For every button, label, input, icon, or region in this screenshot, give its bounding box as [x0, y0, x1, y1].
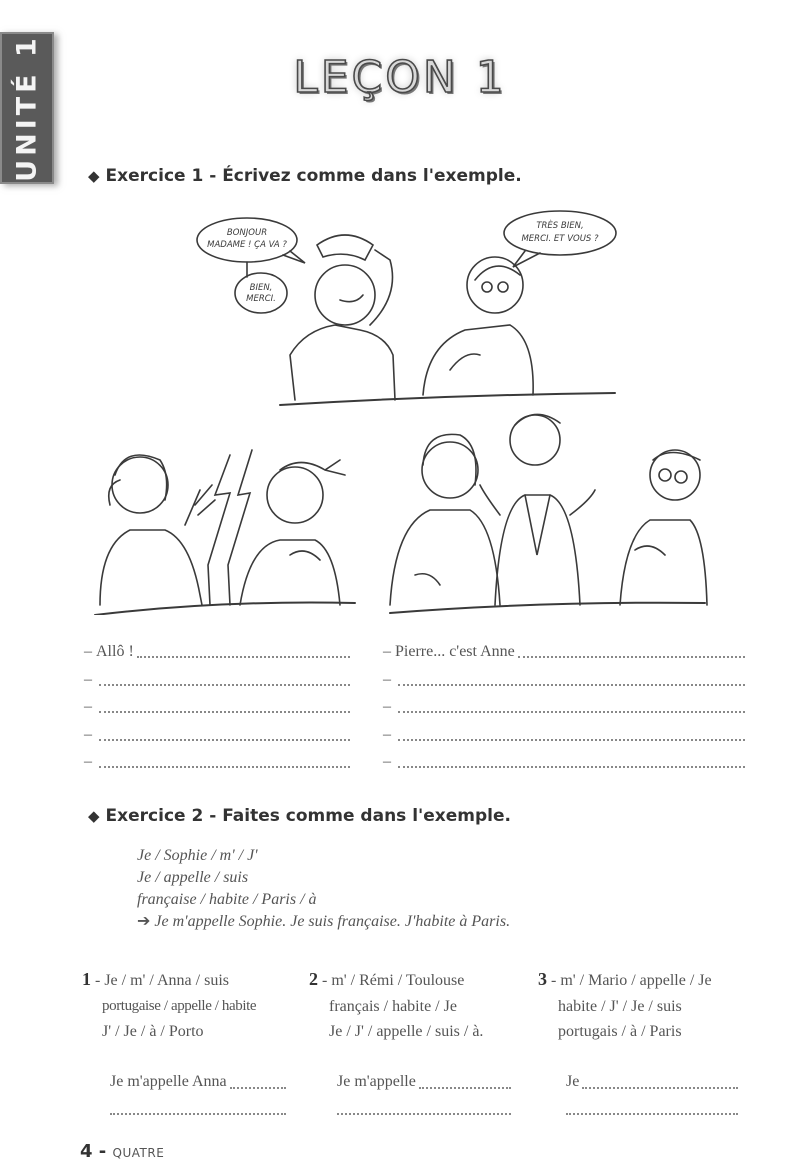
unit-label: UNITÉ 1: [11, 34, 43, 182]
dialog-line[interactable]: –: [383, 751, 745, 779]
example-block: [137, 845, 510, 933]
speech-bubble-2: [235, 273, 287, 313]
svg-text:MERCI. ET VOUS ?: MERCI. ET VOUS ?: [521, 234, 599, 244]
dialog-prompt: Allô !: [96, 643, 134, 660]
illustration-greeting: [195, 205, 625, 410]
dialog-line[interactable]: –: [84, 696, 350, 724]
example-answer-line: [137, 911, 510, 933]
dialog-line[interactable]: –: [84, 669, 350, 697]
task-number: 3: [538, 969, 547, 989]
dialog-right-column: [383, 641, 745, 779]
answer-dots[interactable]: [566, 1098, 738, 1115]
task-words: m' / Rémi / Toulouse: [331, 972, 465, 989]
dialog-prompt: Pierre... c'est Anne: [395, 643, 515, 660]
dialog-line[interactable]: – Allô !: [84, 641, 350, 669]
answer-dots[interactable]: [518, 641, 745, 658]
answer-dots[interactable]: [398, 751, 745, 768]
task-words: m' / Mario / appelle / Je: [560, 972, 712, 989]
task-2: 2 - m' / Rémi / Toulouse français / habite / Je Je / J' / appelle / suis / à.: [309, 967, 483, 1045]
answer-dots[interactable]: [99, 751, 350, 768]
task-words: habite / J' / Je / suis: [558, 997, 682, 1015]
lesson-title: LEÇON 1: [293, 52, 507, 103]
illustration-introductions: [385, 405, 715, 615]
example-line: Je / appelle / suis: [137, 869, 249, 886]
diamond-bullet-icon: ◆: [88, 807, 100, 825]
dialog-line[interactable]: –: [84, 724, 350, 752]
task-2-answer[interactable]: [337, 1072, 511, 1124]
answer-dots[interactable]: [398, 696, 745, 713]
arrow-right-icon: ➔: [137, 913, 151, 930]
task-words: portugais / à / Paris: [558, 1023, 682, 1040]
task-3-answer[interactable]: [566, 1072, 738, 1124]
dialog-line[interactable]: –: [84, 751, 350, 779]
task-number: 2: [309, 969, 318, 989]
answer-dots[interactable]: [230, 1072, 286, 1089]
answer-dots[interactable]: [99, 696, 350, 713]
answer-dots[interactable]: [110, 1098, 286, 1115]
example-answer: Je m'appelle Sophie. Je suis française. J'habite à Paris.: [154, 913, 511, 930]
speech-bubble-3: [504, 211, 616, 255]
page-number-word: QUATRE: [112, 1146, 165, 1160]
answer-dots[interactable]: [99, 724, 350, 741]
dialog-line[interactable]: –: [383, 696, 745, 724]
answer-dots[interactable]: [419, 1072, 511, 1089]
svg-text:MERCI.: MERCI.: [246, 294, 276, 304]
answer-start: Je m'appelle: [337, 1073, 416, 1090]
answer-dots[interactable]: [99, 669, 350, 686]
dialog-line[interactable]: –: [383, 724, 745, 752]
dialog-line[interactable]: – Pierre... c'est Anne: [383, 641, 745, 669]
answer-dots[interactable]: [582, 1072, 738, 1089]
example-line: Je / Sophie / m' / J': [137, 847, 258, 864]
task-3: 3 - m' / Mario / appelle / Je habite / J' / Je / suis portugais / à / Paris: [538, 967, 712, 1045]
answer-start: Je m'appelle Anna: [110, 1073, 227, 1090]
task-number: 1: [82, 969, 91, 989]
svg-text:BIEN,: BIEN,: [249, 283, 273, 293]
task-words: J' / Je / à / Porto: [102, 1023, 204, 1040]
task-words: portugaise / appelle / habite: [102, 997, 257, 1014]
task-words: Je / J' / appelle / suis / à.: [329, 1023, 484, 1040]
illustration-phone-call: [90, 445, 360, 615]
svg-text:BONJOUR: BONJOUR: [226, 228, 268, 238]
answer-start: Je: [566, 1073, 580, 1090]
page-number: 4: [80, 1141, 93, 1162]
diamond-bullet-icon: ◆: [88, 167, 100, 185]
exercise-1-title: Exercice 1 - Écrivez comme dans l'exemple.: [105, 166, 522, 186]
example-line: française / habite / Paris / à: [137, 891, 317, 908]
exercise-2-title: Exercice 2 - Faites comme dans l'exemple.: [105, 806, 511, 826]
exercise-1-heading: [88, 166, 522, 186]
task-words: Je / m' / Anna / suis: [104, 972, 229, 989]
answer-dots[interactable]: [337, 1098, 511, 1115]
answer-dots[interactable]: [398, 724, 745, 741]
exercise-2-heading: [88, 806, 511, 826]
task-words: français / habite / Je: [329, 997, 457, 1015]
answer-dots[interactable]: [137, 641, 350, 658]
dialog-left-column: [84, 641, 350, 779]
task-1: 1 - Je / m' / Anna / suis portugaise / appelle / habite J' / Je / à / Porto: [82, 967, 256, 1045]
page-footer: 4 - QUATRE: [80, 1141, 165, 1162]
task-1-answer[interactable]: [110, 1072, 286, 1124]
dialog-line[interactable]: –: [383, 669, 745, 697]
svg-text:MADAME ! ÇA VA ?: MADAME ! ÇA VA ?: [207, 240, 287, 250]
answer-dots[interactable]: [398, 669, 745, 686]
svg-text:TRÈS BIEN,: TRÈS BIEN,: [536, 221, 584, 231]
